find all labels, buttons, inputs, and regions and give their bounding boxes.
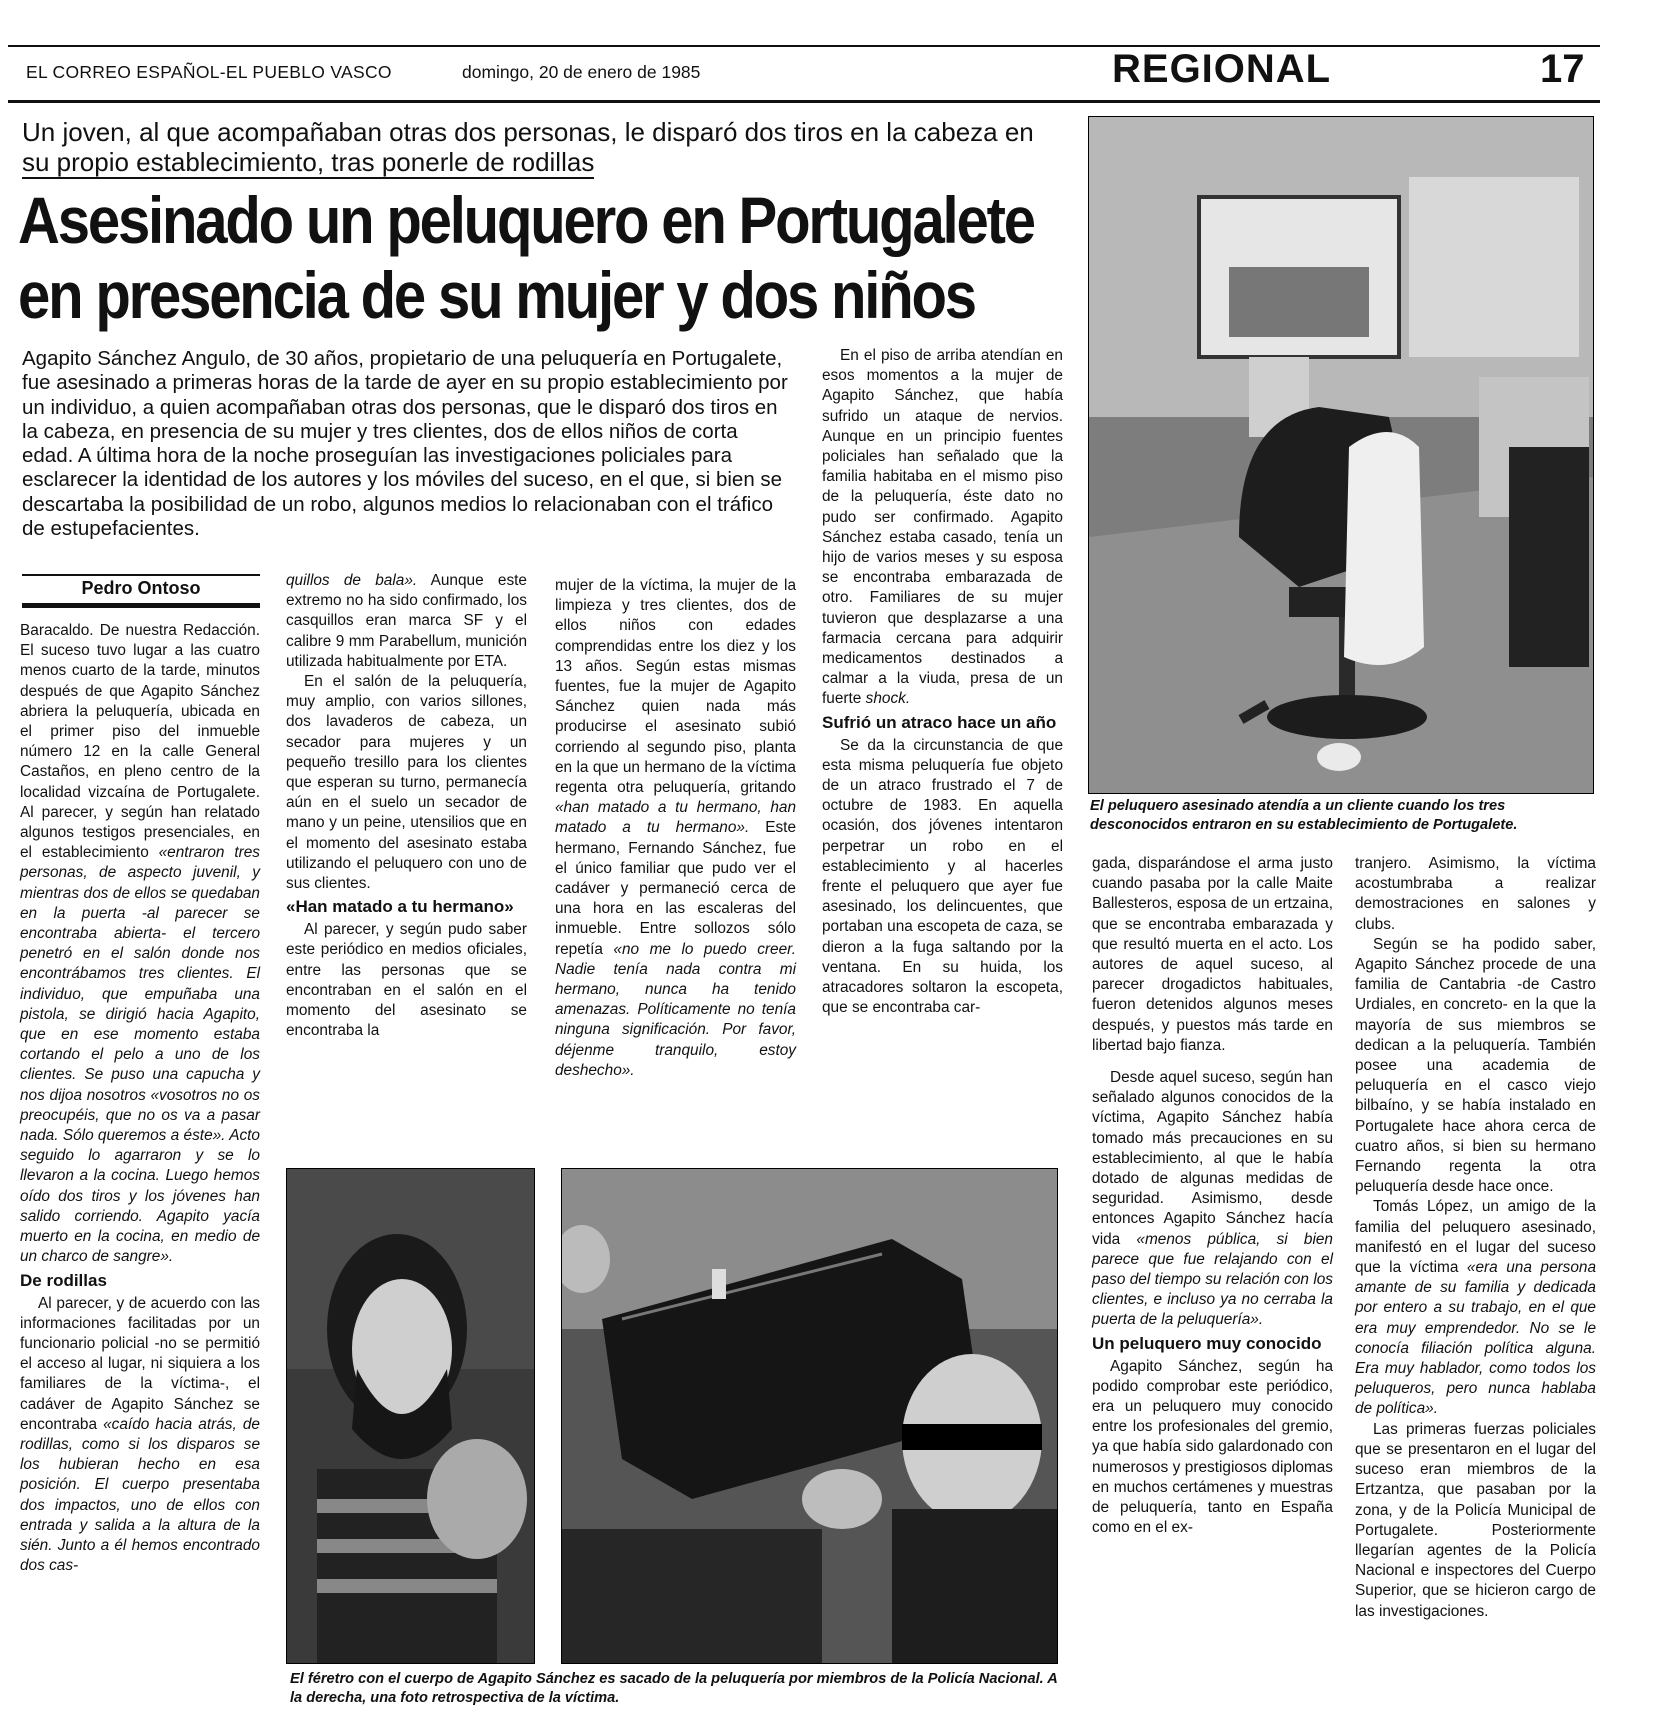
paragraph: Agapito Sánchez, según ha podido comprobar este periódico, era un peluquero muy conocido entre los profesionales del gremio, ya que había sido galardonado con numerosos y prestigiosos diplomas en muchos certámenes y muestras de peluquería, tanto en España como en el ex- [1092,1357,1333,1537]
lead-paragraph: Agapito Sánchez Angulo, de 30 años, propietario de una peluquería en Portugalete, fue asesinado a primeras horas de la tarde de ayer en su propio establecimiento por un individuo, a quien acompañaban otras dos personas, que le disparó dos tiros en la cabeza, en presencia de su mujer y tres clientes, dos de ellos niños de corta edad. A última hora de la noche proseguían las investigaciones policiales para esclarecer la identidad de los autores y los móviles del suceso, en el que, si bien se descartaba la posibilidad de un robo, algunos medios lo relacionaban con el tráfico de estupefacientes. [22,347,788,541]
text: mujer de la víctima, la mujer de la limpieza y tres clientes, dos de ellos niños con edades comprendidas entre los diez y los 13 años. Según estas mismas fuentes, fue la mujer de Agapito Sánchez quien nada más producirse el asesinato subió corriendo al segundo piso, planta en la que un hermano de la víctima regenta otra peluquería, gritando [555,577,796,797]
quote: «entraron tres personas, de aspecto juvenil, y mientras dos de ellos se quedaban en la puerta -al parecer se encontraba abierta- el tercero penetró en el salón donde nos encontrábamos tres clientes. El individuo, que empuñaba una pistola, se dirigió hacia Agapito, que en ese momento estaba cortando el pelo a uno de los clientes. Se puso una capucha y nos dijoa nosotros «vosotros no os preocupéis, que no os va a pasar nada. Sólo queremos a éste». Acto seguido lo agarraron y se lo llevaron a la cocina. Luego hemos oído dos tiros y los jóvenes han salido corriendo. Agapito yacía muerto en la cocina, en medio de un charco de sangre». [20,844,260,1266]
paragraph [1355,1197,1596,1419]
page-number: 17 [1540,47,1585,91]
subheading-de-rodillas: De rodillas [20,1270,107,1290]
paragraph: En el salón de la peluquería, muy amplio, con varios sillones, dos lavaderos de cabeza, un secador para mujeres y un pequeño tresillo para los clientes que esperan su turno, permanecía aún en el suelo un secador de mano y un peine, utensilios que en el momento del asesinato estaba utilizando el peluquero con uno de sus clientes. [286,673,527,893]
paragraph [555,576,796,1081]
portrait-illustration [287,1169,534,1663]
quote: «era una persona amante de su familia y dedicada por entero a su trabajo, en el que era muy emprendedor. No se le conocía filiación política alguna. Era muy hablador, como todos los peluqueros, pero nunca hablaba de política». [1355,1259,1597,1418]
kicker [22,117,1082,179]
paragraph [286,571,527,672]
kicker-line-1: Un joven, al que acompañaban otras dos personas, le disparó dos tiros en la cabeza en [22,117,1034,147]
paragraph: Al parecer, y según pudo saber este periódico en medios oficiales, entre las personas que se encontraban en el salón en el momento del asesinato se encontraba la [286,921,527,1040]
headline-line-2: en presencia de su mujer y dos niños [18,258,975,332]
header-rule [8,100,1600,103]
column-3 [555,576,796,1081]
paragraph: Se da la circunstancia de que esta misma peluquería fue objeto de un atraco frustrado el 7 de octubre de 1983. En aquella ocasión, dos jóvenes intentaron perpetrar un robo en el establecimiento y al hacerles frente el peluquero que ayer fue asesinado, los delincuentes, que portaban una escopeta de caza, se dieron a la fuga saltando por la ventana. En su huida, los atracadores soltaron la escopeta, que se encontraba car- [822,736,1063,1017]
column-6 [1355,854,1596,1622]
newspaper-name: EL CORREO ESPAÑOL-EL PUEBLO VASCO [26,62,392,82]
quote: «caído hacia atrás, de rodillas, como si los disparos se los hubieran hecho en esa posición. El cuerpo presentaba dos impactos, uno de ellos con entrada y salida a la altura de la sién. Junto a él hemos encontrado dos cas- [20,1415,260,1575]
quote: «menos pública, si bien parece que fue relajando con el paso del tiempo su relación con los clientes, e incluso ya no cerraba la puerta de la peluquería». [1092,1230,1333,1329]
quote: quillos de bala». [286,572,418,589]
quote: «no me lo puedo creer. Nadie tenía nada contra mi hermano, nunca ha tenido amenazas. Políticamente no tenía ninguna significación. Por favor, déjenme tranquilo, estoy deshecho». [555,940,796,1079]
issue-date: domingo, 20 de enero de 1985 [462,62,701,82]
bottom-photo-caption: El féretro con el cuerpo de Agapito Sánchez es sacado de la peluquería por miembros de la Policía Nacional. A la derecha, una foto retrospectiva de la víctima. [290,1671,1058,1706]
text: Aunque este extremo no ha sido confirmado, los casquillos eran marca SF y el calibre 9 mm Parabellum, munición utilizada habitualmente por ETA. [286,572,527,670]
byline-rule-bottom [22,603,260,608]
coffin-scene-illustration [562,1169,1057,1663]
barbershop-photo [1088,116,1594,794]
top-photo-caption: El peluquero asesinado atendía a un cliente cuando los tres desconocidos entraron en su establecimiento de Portugalete. [1090,798,1518,833]
headline-line-1: Asesinado un peluquero en Portugalete [18,183,1034,257]
subheading-peluquero-conocido: Un peluquero muy conocido [1092,1333,1322,1353]
top-border [8,45,1600,47]
byline: Pedro Ontoso [81,578,201,598]
headline [18,183,1034,333]
section-title: REGIONAL [1112,47,1332,91]
subheading-han-matado: «Han matado a tu hermano» [286,897,514,917]
barbershop-scene-illustration [1089,117,1593,793]
quote: shock. [865,690,911,708]
paragraph [1092,1068,1333,1331]
paragraph: tranjero. Asimismo, la víctima acostumbraba a realizar demostraciones en salones y clubs. [1355,855,1596,933]
paragraph: gada, disparándose el arma justo cuando pasaba por la calle Maite Ballesteros, esposa de un ertzaina, que se encontraba embarazada y que resultó muerta en el acto. Los autores de aquel suceso, al parecer drogadictos habituales, fueron detenidos algunos meses después, y puestos más tarde en libertad bajo fianza. [1092,855,1333,1054]
text: Desde aquel suceso, según han señalado algunos conocidos de la víctima, Agapito Sánchez había tomado más precauciones en su establecimiento, al que le había dotado de algunas medidas de seguridad. Asimismo, desde entonces Agapito Sánchez hacía vida [1092,1069,1333,1248]
paragraph: Las primeras fuerzas policiales que se presentaron en el lugar del suceso eran miembros de la Ertzantza, que pasaban por la zona, y de la Policía Municipal de Portugalete. Posteriormente llegarían agentes de la Policía Nacional e inspectores del Cuerpo Superior, que se hicieron cargo de las investigaciones. [1355,1420,1596,1620]
text: Baracaldo. De nuestra Redacción. El suceso tuvo lugar a las cuatro menos cuarto de la tarde, minutos después de que Agapito Sánchez abriera la peluquería, ubicada en el primer piso del inmueble número 12 en la calle General Castaños, en pleno centro de la localidad vizcaína de Portugalete. Al parecer, y según han relatado algunos testigos presenciales, en el establecimiento [20,622,260,862]
byline-rule-top [22,574,260,576]
text: Este hermano, Fernando Sánchez, fue el único familiar que pudo ver el cadáver y permaneció cerca de una hora en las escaleras del inmueble. Entre sollozos sólo repetía [555,819,797,958]
coffin-photo [561,1168,1058,1664]
column-5 [1092,854,1333,1539]
text: En el piso de arriba atendían en esos momentos a la mujer de Agapito Sánchez, que había sufrido un ataque de nervios. Aunque en un principio fuentes policiales han señalado que la familia habitaba en el mismo piso de la peluquería, éste dato no pudo ser confirmado. Agapito Sánchez estaba casado, tenía un hijo de varios meses y su esposa se encontraba embarazada de otro. Familiares de su mujer tuvieron que desplazarse a una farmacia cercana para adquirir medicamentos destinados a calmar a la viuda, presa de un fuerte [822,347,1063,708]
paragraph [20,1294,260,1577]
paragraph: Según se ha podido saber, Agapito Sánchez procede de una familia de Cantabria -de Castro Urdiales, en concreto- en la que la mayoría de sus miembros se dedican a la peluquería. También posee una academia de peluquería en el casco viejo bilbaíno, y se había instalado en Portugalete hace ahora cerca de cuatro años, si bien su hermano Fernando regenta la otra peluquería desde hace once. [1355,935,1596,1196]
column-1 [20,621,260,1576]
paragraph [20,621,260,1268]
subheading-atraco: Sufrió un atraco hace un año [822,712,1057,732]
text: Al parecer, y de acuerdo con las informaciones facilitadas por un funcionario policial -no se permitió el acceso al lugar, ni siquiera a los familiares de la víctima-, el cadáver de Agapito Sánchez se encontraba [20,1294,260,1433]
column-2 [286,571,527,1041]
text: Tomás López, un amigo de la familia del peluquero asesinado, manifestó en el lugar del suceso que la víctima [1355,1198,1596,1277]
quote: «han matado a tu hermano, han matado a tu hermano». [555,799,796,837]
paragraph [822,346,1063,710]
kicker-line-2: su propio establecimiento, tras ponerle de rodillas [22,147,595,177]
column-4 [822,346,1063,1019]
victim-portrait-photo [286,1168,535,1664]
